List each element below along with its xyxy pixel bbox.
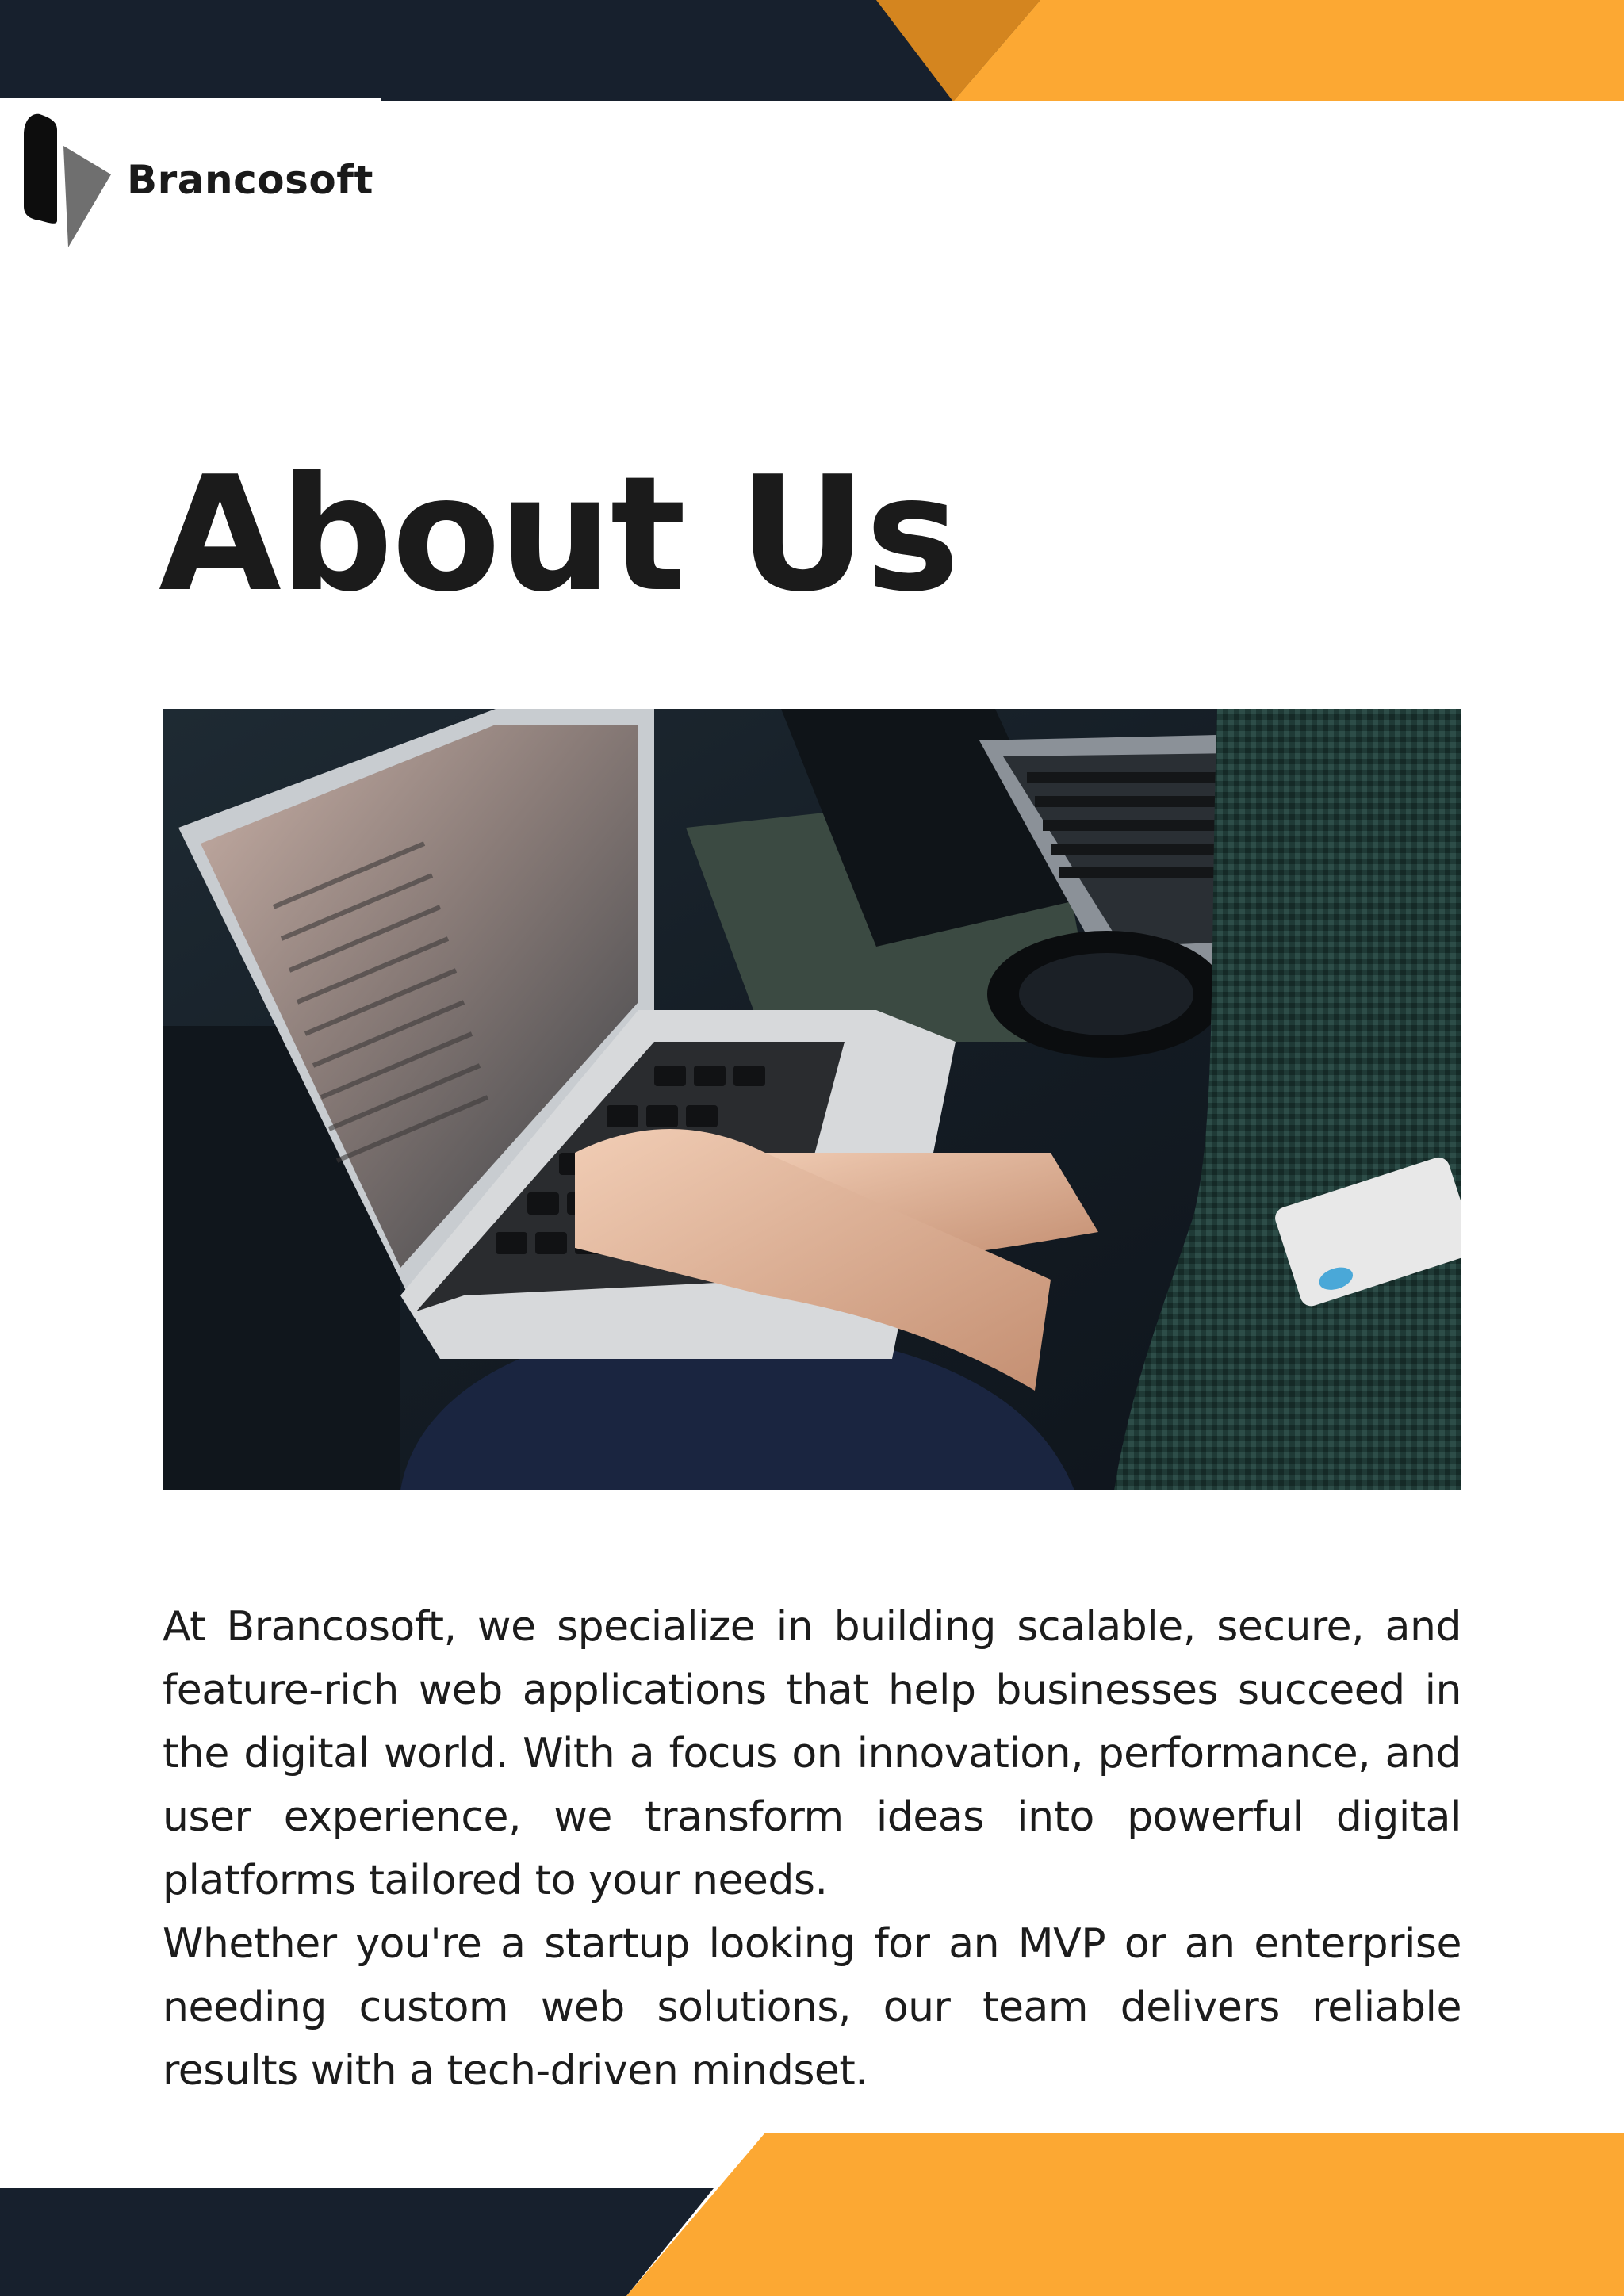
brand-wordmark: Brancosoft — [127, 157, 373, 203]
brand-logo — [22, 111, 371, 250]
top-white-notch — [0, 98, 381, 101]
hero-image — [163, 709, 1461, 1490]
brancosoft-logo-icon — [22, 111, 117, 250]
about-description — [163, 1595, 1461, 2103]
about-paragraph: At Brancosoft, we specialize in building scalable, secure, and feature-rich web applications that help businesses succeed in the digital world. With a focus on innovation, performance, and user experience, we transform ideas into powerful digital platforms tailored to your needs. — [163, 1603, 1461, 1904]
bottom-navy-strip — [0, 2188, 714, 2296]
bottom-orange-wedge — [626, 2133, 1624, 2296]
top-decorative-band — [0, 0, 1624, 101]
about-paragraph: Whether you're a startup looking for an MVP or an enterprise needing custom web solutions, our team delivers reliable results with a tech-driven mindset. — [163, 1920, 1461, 2095]
bottom-decorative-band — [0, 2133, 1624, 2296]
top-orange-wedge — [953, 0, 1624, 101]
laptop-typing-photo — [163, 709, 1461, 1490]
page-title: About Us — [159, 442, 959, 627]
